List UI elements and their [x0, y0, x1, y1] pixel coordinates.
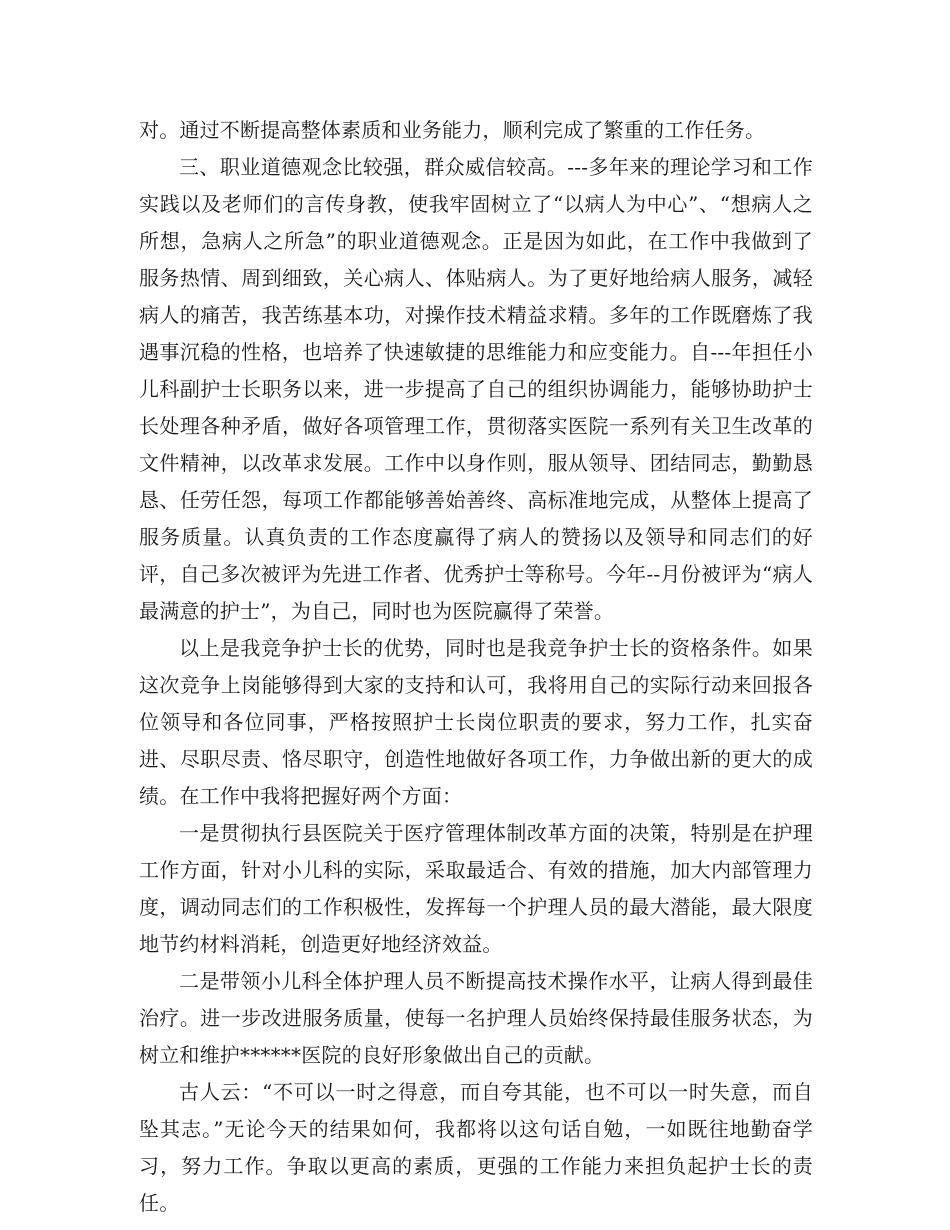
paragraph-professional-ethics: 三、职业道德观念比较强，群众威信较高。---多年来的理论学习和工作实践以及老师们的言传身教，使我牢固树立了“以病人为中心”、“想病人之所想，急病人之所急”的职业道德观念。正是因为如此，在工作中我做到了服务热情、周到细致，关心病人、体贴病人。为了更好地给病人服务，减轻病人的痛苦，我苦练基本功，对操作技术精益求精。多年的工作既磨炼了我遇事沉稳的性格，也培养了快速敏捷的思维能力和应变能力。自---年担任小儿科副护士长职务以来，进一步提高了自己的组织协调能力，能够协助护士长处理各种矛盾，做好各项管理工作，贯彻落实医院一系列有关卫生改革的文件精神，以改革求发展。工作中以身作则，服从领导、团结同志，勤勤恳恳、任劳任怨，每项工作都能够善始善终、高标准地完成，从整体上提高了服务质量。认真负责的工作态度赢得了病人的赞扬以及领导和同志们的好评，自己多次被评为先进工作者、优秀护士等称号。今年--月份被评为“病人最满意的护士”，为自己，同时也为医院赢得了荣誉。 [139, 155, 813, 623]
paragraph-continuation: 对。通过不断提高整体素质和业务能力，顺利完成了繁重的工作任务。 [139, 118, 766, 142]
paragraph-plan-two: 二是带领小儿科全体护理人员不断提高技术操作水平，让病人得到最佳治疗。进一步改进服务质量，使每一名护理人员始终保持最佳服务状态，为树立和维护******医院的良好形象做出自己的贡献。 [139, 969, 813, 1067]
paragraph-plan-one: 一是贯彻执行县医院关于医疗管理体制改革方面的决策，特别是在护理工作方面，针对小儿科的实际，采取最适合、有效的措施，加大内部管理力度，调动同志们的工作积极性，发挥每一个护理人员的最大潜能，最大限度地节约材料消耗，创造更好地经济效益。 [139, 821, 813, 956]
document-body [139, 112, 813, 1222]
paragraph-competition-summary: 以上是我竞争护士长的优势，同时也是我竞争护士长的资格条件。如果这次竞争上岗能够得到大家的支持和认可，我将用自己的实际行动来回报各位领导和各位同事，严格按照护士长岗位职责的要求，努力工作，扎实奋进、尽职尽责、恪尽职守，创造性地做好各项工作，力争做出新的更大的成绩。在工作中我将把握好两个方面： [139, 636, 813, 808]
paragraph-closing-quote: 古人云：“不可以一时之得意，而自夸其能，也不可以一时失意，而自坠其志。”无论今天的结果如何，我都将以这句话自勉，一如既往地勤奋学习，努力工作。争取以更高的素质，更强的工作能力来担负起护士长的责任。 [139, 1080, 813, 1215]
